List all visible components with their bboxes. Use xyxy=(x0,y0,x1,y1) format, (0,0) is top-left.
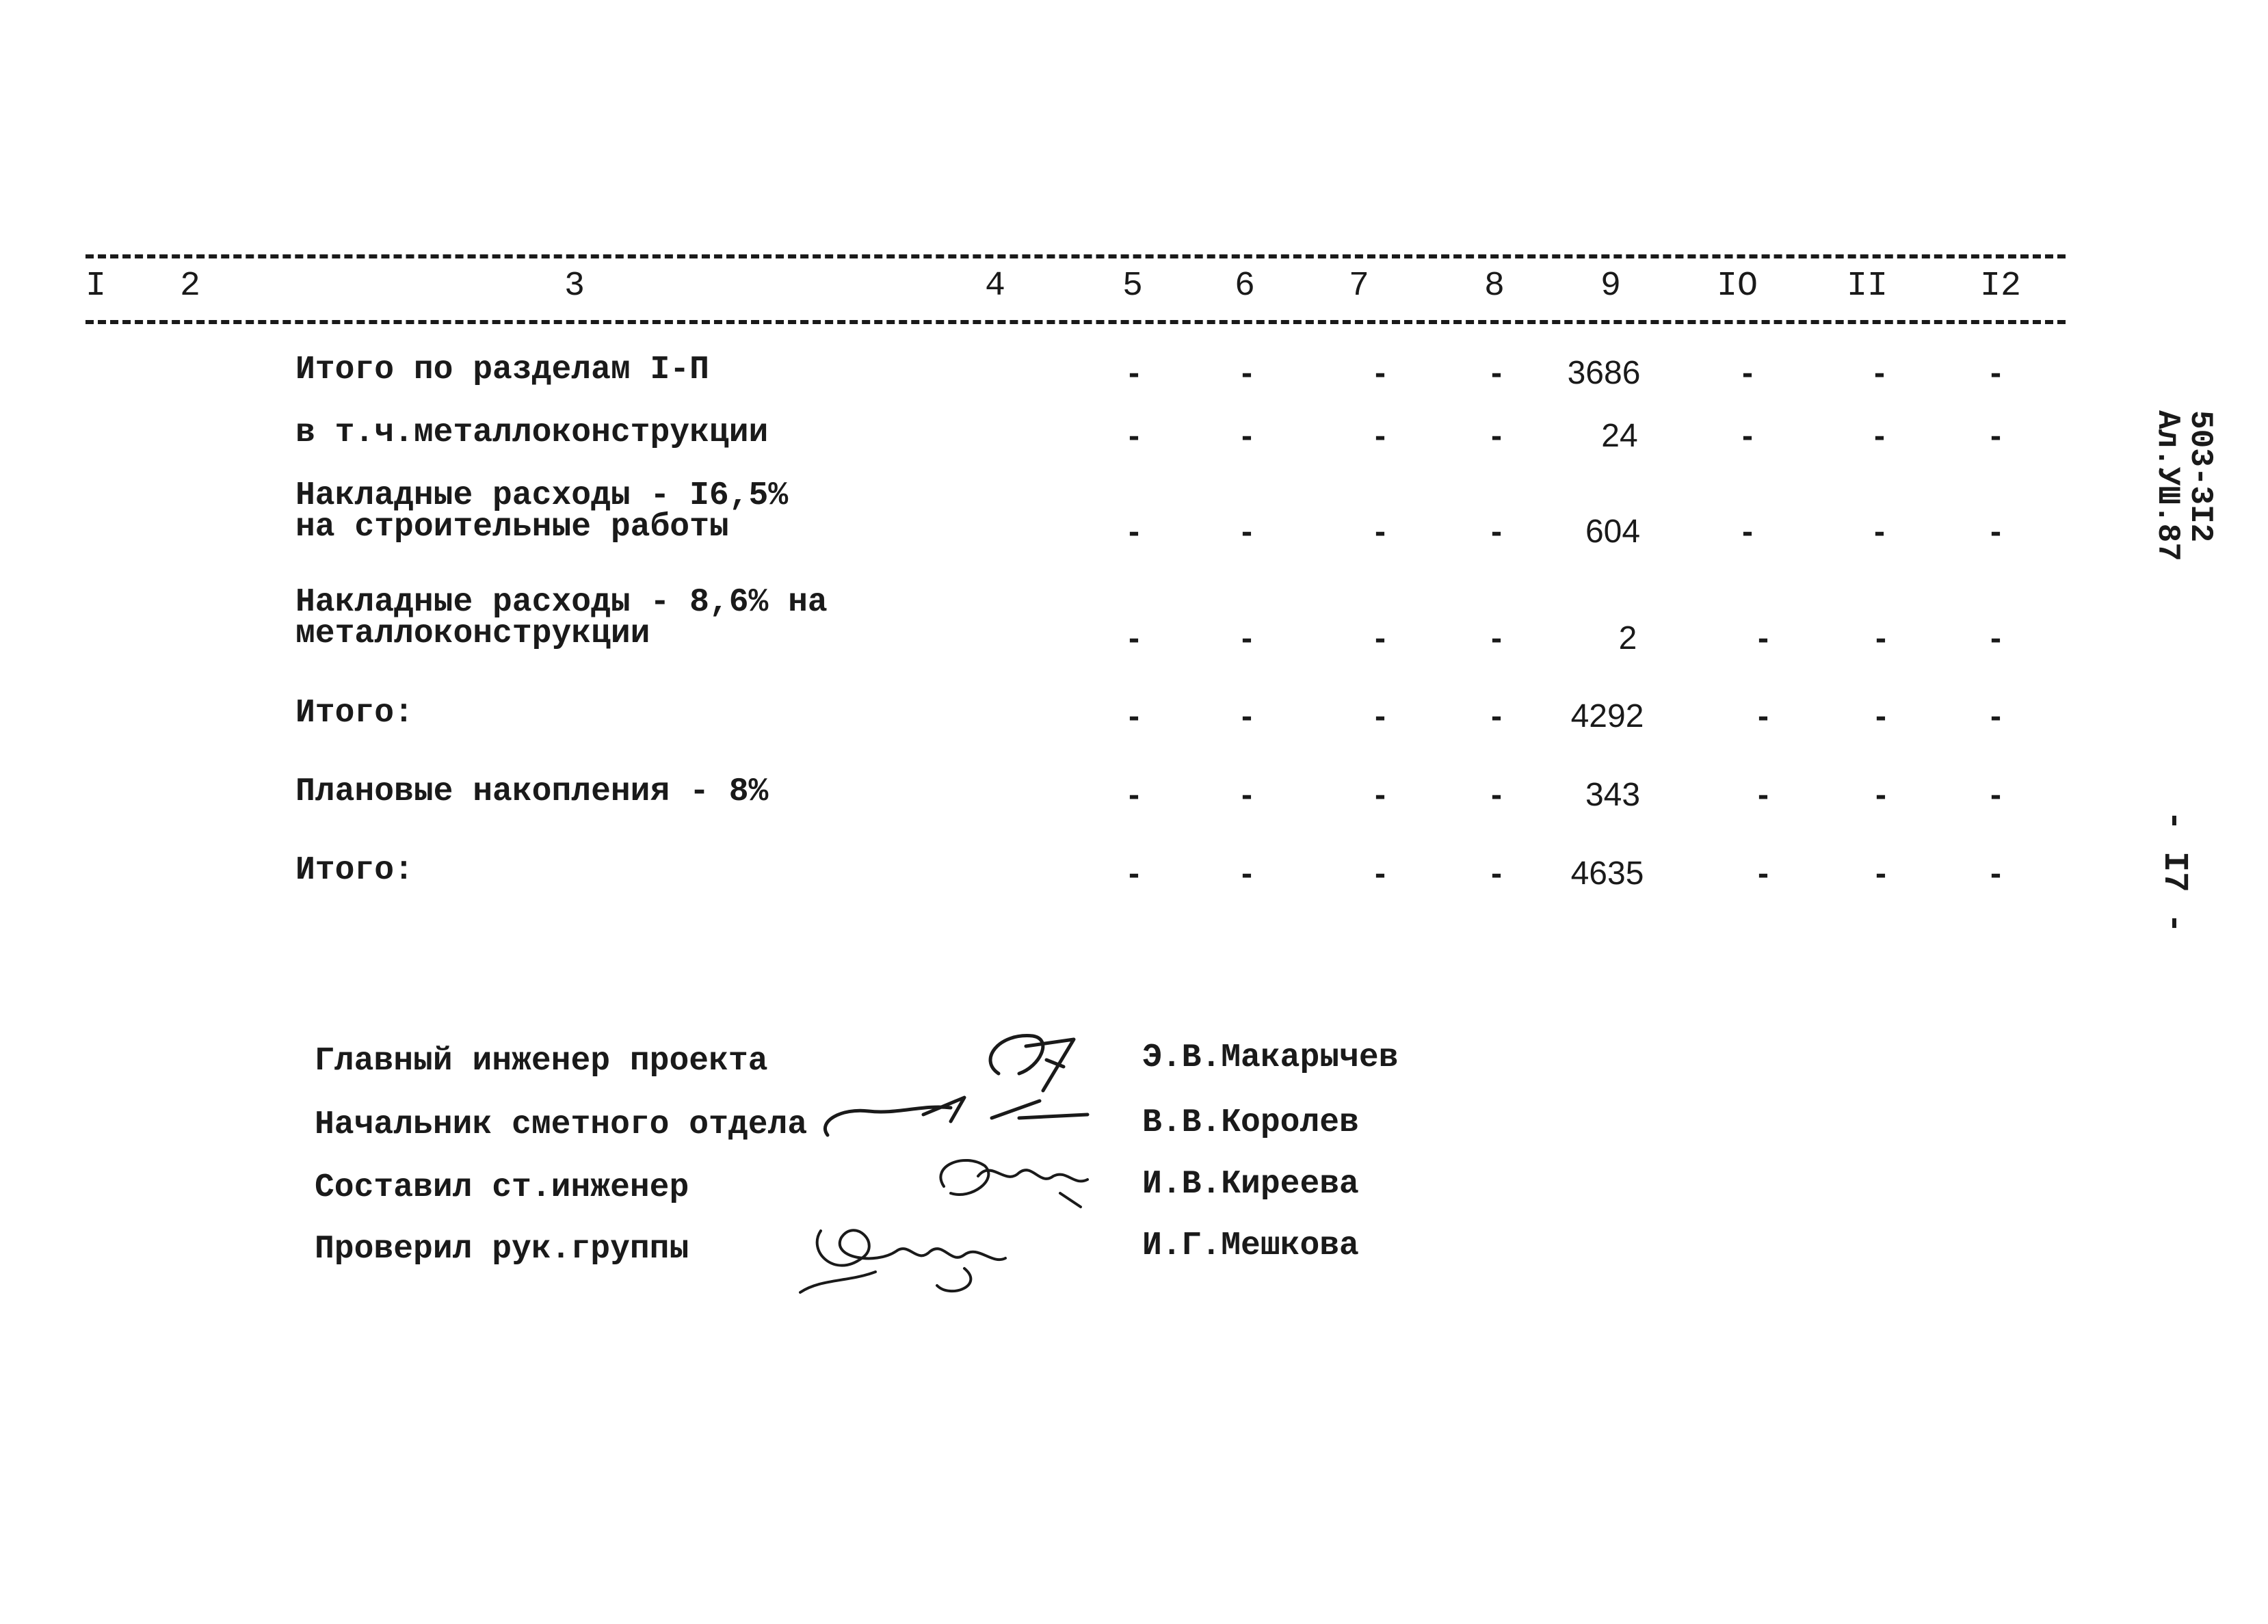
row-label: Накладные расходы - 8,6% на металлоконструкции xyxy=(295,584,828,652)
cell-col12: - xyxy=(1990,514,2001,550)
cell-col7: - xyxy=(1375,777,1386,813)
cell-col11: - xyxy=(1874,355,1885,391)
cell-col8: - xyxy=(1491,355,1502,391)
cell-col7: - xyxy=(1375,514,1386,550)
column-number: 8 xyxy=(1484,267,1505,306)
cell-col9: 4635 xyxy=(1570,855,1644,892)
row-label: Итого по разделам I-П xyxy=(295,351,709,388)
cell-col9: 2 xyxy=(1618,620,1637,656)
cell-col6: - xyxy=(1241,698,1252,734)
row-label: Итого: xyxy=(295,695,414,732)
cell-col5: - xyxy=(1129,698,1139,734)
row-label: Накладные расходы - I6,5% на строительные работы xyxy=(295,477,789,546)
cell-col11: - xyxy=(1874,418,1885,454)
cell-col5: - xyxy=(1129,355,1139,391)
column-number: 7 xyxy=(1348,267,1370,306)
cell-col8: - xyxy=(1491,698,1502,734)
signature-role: Главный инженер проекта xyxy=(315,1043,768,1080)
document-code: 503-3I2 Ал.УШ.87 xyxy=(2150,410,2218,561)
cell-col11: - xyxy=(1875,620,1886,656)
cell-col12: - xyxy=(1990,777,2001,813)
cell-col6: - xyxy=(1241,855,1252,892)
column-number: I2 xyxy=(1979,267,2022,306)
cell-col10: - xyxy=(1742,355,1753,391)
cell-col11: - xyxy=(1875,698,1886,734)
cell-col6: - xyxy=(1241,514,1252,550)
cell-col5: - xyxy=(1129,777,1139,813)
cell-col9: 3686 xyxy=(1567,355,1641,391)
cell-col11: - xyxy=(1875,855,1886,892)
column-number: 4 xyxy=(984,267,1006,306)
header-top-rule xyxy=(85,254,2066,258)
cell-col11: - xyxy=(1875,777,1886,813)
cell-col10: - xyxy=(1758,777,1769,813)
cell-col8: - xyxy=(1491,855,1502,892)
cell-col6: - xyxy=(1241,418,1252,454)
cell-col10: - xyxy=(1758,620,1769,656)
cell-col9: 604 xyxy=(1585,514,1641,550)
cell-col10: - xyxy=(1758,855,1769,892)
cell-col8: - xyxy=(1491,620,1502,656)
cell-col12: - xyxy=(1990,418,2001,454)
column-number: 6 xyxy=(1234,267,1256,306)
signature-name: И.Г.Мешкова xyxy=(1142,1227,1359,1264)
cell-col12: - xyxy=(1990,355,2001,391)
cell-col9: 343 xyxy=(1585,777,1641,813)
handwritten-signature xyxy=(814,1087,1101,1149)
cell-col7: - xyxy=(1375,698,1386,734)
cell-col8: - xyxy=(1491,514,1502,550)
cell-col5: - xyxy=(1129,855,1139,892)
cell-col7: - xyxy=(1375,355,1386,391)
cell-col12: - xyxy=(1990,698,2001,734)
column-number: 2 xyxy=(179,267,201,306)
cell-col6: - xyxy=(1241,620,1252,656)
row-label: в т.ч.металлоконструкции xyxy=(295,414,769,451)
cell-col5: - xyxy=(1129,620,1139,656)
column-number: IO xyxy=(1716,267,1758,306)
column-number: 5 xyxy=(1122,267,1144,306)
handwritten-signature xyxy=(793,1203,1026,1306)
column-number: I xyxy=(85,267,107,306)
cell-col11: - xyxy=(1874,514,1885,550)
cell-col12: - xyxy=(1990,620,2001,656)
cell-col10: - xyxy=(1742,514,1753,550)
cell-col6: - xyxy=(1241,777,1252,813)
signature-role: Проверил рук.группы xyxy=(315,1231,689,1268)
column-number: 9 xyxy=(1600,267,1622,306)
header-bottom-rule xyxy=(85,320,2066,324)
cell-col12: - xyxy=(1990,855,2001,892)
cell-col5: - xyxy=(1129,514,1139,550)
cell-col8: - xyxy=(1491,418,1502,454)
signature-role: Начальник сметного отдела xyxy=(315,1106,808,1143)
signature-name: И.В.Киреева xyxy=(1142,1166,1359,1203)
column-number: II xyxy=(1846,267,1888,306)
row-label: Итого: xyxy=(295,852,414,889)
cell-col6: - xyxy=(1241,355,1252,391)
signature-role: Составил ст.инженер xyxy=(315,1169,689,1206)
row-label: Плановые накопления - 8% xyxy=(295,773,769,810)
column-number: 3 xyxy=(564,267,585,306)
signature-name: Э.В.Макарычев xyxy=(1142,1039,1399,1076)
cell-col7: - xyxy=(1375,855,1386,892)
cell-col10: - xyxy=(1758,698,1769,734)
cell-col7: - xyxy=(1375,620,1386,656)
cell-col9: 24 xyxy=(1601,418,1638,454)
signature-name: В.В.Королев xyxy=(1142,1104,1359,1141)
cell-col5: - xyxy=(1129,418,1139,454)
page-number: - I7 - xyxy=(2154,810,2193,934)
cell-col10: - xyxy=(1742,418,1753,454)
cell-col7: - xyxy=(1375,418,1386,454)
cell-col9: 4292 xyxy=(1570,698,1644,734)
cell-col8: - xyxy=(1491,777,1502,813)
